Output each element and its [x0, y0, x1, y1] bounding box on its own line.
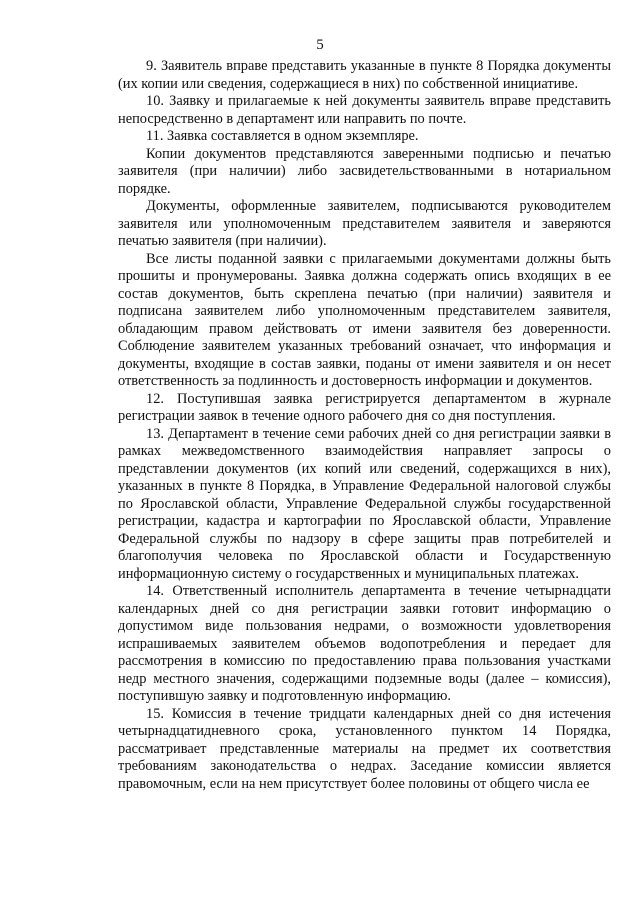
paragraph-item-12: 12. Поступившая заявка регистрируется департаментом в журнале регистрации заявок в течение одного рабочего дня со дня поступления. — [118, 390, 611, 424]
paragraph-sheets-requirements: Все листы поданной заявки с прилагаемыми документами должны быть прошиты и пронумерованы. Заявка должна содержать опись входящих в ее состав документов, быть скреплена печатью (при наличии) заявителя и подписана заявителем либо уполномоченным представителем заявителя, обладающим правом действовать от имени заявителя без доверенности. Соблюдение заявителем указанных требований означает, что информация и документы, входящие в состав заявки, поданы от имени заявителя и он несет ответственность за подлинность и достоверность информации и документов. — [118, 250, 611, 389]
paragraph-copies: Копии документов представляются заверенными подписью и печатью заявителя (при наличии) либо засвидетельствованными в нотариальном порядке. — [118, 145, 611, 197]
paragraph-item-10: 10. Заявку и прилагаемые к ней документы заявитель вправе представить непосредственно в департамент или направить по почте. — [118, 93, 611, 127]
document-body — [118, 58, 611, 793]
page-number: 5 — [316, 37, 324, 53]
paragraph-item-11: 11. Заявка составляется в одном экземпляре. — [146, 128, 419, 144]
paragraph-item-9: 9. Заявитель вправе представить указанные в пункте 8 Порядка документы (их копии или сведения, содержащиеся в них) по собственной инициативе. — [118, 58, 611, 92]
paragraph-item-15: 15. Комиссия в течение тридцати календарных дней со дня истечения четырнадцатидневного срока, установленного пунктом 14 Порядка, рассматривает представленные материалы на предмет их соответствия требованиям законодательства о недрах. Заседание комиссии является правомочным, если на нем присутствует более половины от общего числа ее — [118, 705, 611, 792]
paragraph-item-13: 13. Департамент в течение семи рабочих дней со дня регистрации заявки в рамках межведомственного взаимодействия направляет запросы о представлении документов (их копий или сведений, содержащихся в них), указанных в пункте 8 Порядка, в Управление Федеральной налоговой службы по Ярославской области, Управление Федеральной службы государственной регистрации, кадастра и картографии по Ярославской области, Управление Федеральной службы по надзору в сфере защиты прав потребителей и благополучия человека по Ярославской области и Государственную информационную систему о государственных и муниципальных платежах. — [118, 425, 611, 582]
paragraph-documents-signing: Документы, оформленные заявителем, подписываются руководителем заявителя или уполномоченным представителем заявителя и заверяются печатью заявителя (при наличии). — [118, 198, 611, 249]
paragraph-item-14: 14. Ответственный исполнитель департамента в течение четырнадцати календарных дней со дня регистрации заявки готовит информацию о допустимом виде пользования недрами, о возможности удовлетворения испрашиваемых заявителем объемов водопотребления и передает для рассмотрения в комиссию по предоставлению права пользования участками недр местного значения, содержащими подземные воды (далее – комиссия), поступившую заявку и подготовленную информацию. — [118, 583, 611, 704]
